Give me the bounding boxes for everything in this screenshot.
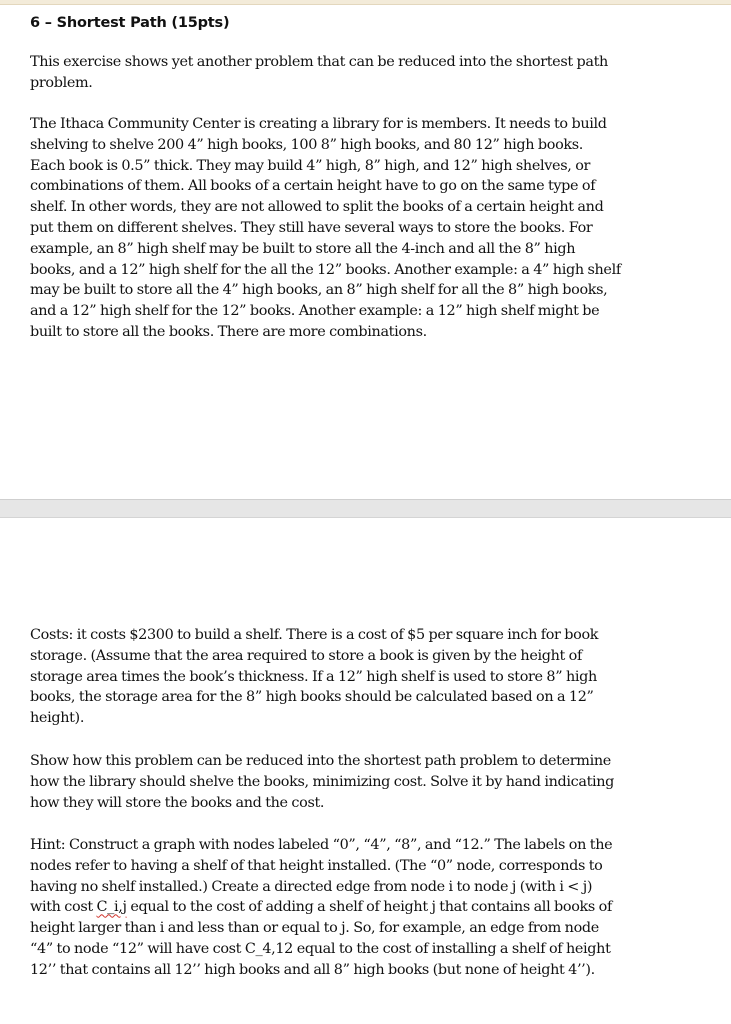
text-line: Each book is 0.5” thick. They may build 4” high, 8” high, and 12” high shelves, or [30, 157, 591, 174]
text-line: problem. [30, 74, 93, 91]
text-line: height larger than i and less than or equal to j. So, for example, an edge from node [30, 920, 599, 937]
text-line: height). [30, 710, 85, 727]
text-line: shelving to shelve 200 4” high books, 100 8” high books, and 80 12” high books. [30, 136, 584, 153]
document-page-1 [0, 5, 731, 499]
text-line [30, 897, 685, 918]
text-line: storage area times the book’s thickness. If a 12” high shelf is used to store 8” high [30, 668, 597, 685]
text-line: how they will store the books and the cost. [30, 794, 325, 811]
intro-paragraph [30, 52, 685, 94]
hint-paragraph [30, 835, 685, 981]
text-line: having no shelf installed.) Create a directed edge from node i to node j (with i < j) [30, 878, 593, 895]
page-break-gap [0, 499, 731, 518]
text-line: and a 12” high shelf for the 12” books. Another example: a 12” high shelf might be [30, 303, 600, 320]
text-line: This exercise shows yet another problem that can be reduced into the shortest path [30, 54, 608, 70]
text-line: Show how this problem can be reduced into the shortest path problem to determine [30, 753, 611, 769]
text-line: combinations of them. All books of a certain height have to go on the same type of [30, 178, 596, 195]
text-line: how the library should shelve the books, minimizing cost. Solve it by hand indicating [30, 773, 615, 790]
problem-paragraph [30, 114, 685, 343]
text-line: put them on different shelves. They still have several ways to store the books. For [30, 219, 593, 236]
text-line: nodes refer to having a shelf of that height installed. (The “0” node, corresponds to [30, 857, 603, 874]
text-line: Costs: it costs $2300 to build a shelf. There is a cost of $5 per square inch for book [30, 627, 599, 643]
text-line: built to store all the books. There are more combinations. [30, 323, 427, 340]
text-line: example, an 8” high shelf may be built to store all the 4-inch and all the 8” high [30, 240, 576, 257]
text-line: The Ithaca Community Center is creating a library for is members. It needs to build [30, 116, 607, 132]
text-line: storage. (Assume that the area required to store a book is given by the height of [30, 647, 582, 664]
text-fragment: with cost [30, 899, 97, 916]
task-paragraph [30, 751, 685, 813]
text-line: “4” to node “12” will have cost C_4,12 equal to the cost of installing a shelf of height [30, 940, 611, 957]
costs-paragraph [30, 625, 685, 729]
text-line: books, the storage area for the 8” high books should be calculated based on a 12” [30, 689, 594, 706]
text-line: 12’’ that contains all 12’’ high books and all 8” high books (but none of height 4’’). [30, 961, 595, 978]
spellcheck-flagged-word[interactable]: C_i,j [96, 899, 127, 916]
question-heading: 6 – Shortest Path (15pts) [30, 15, 230, 31]
text-fragment: equal to the cost of adding a shelf of height j that contains all books of [126, 899, 612, 916]
document-page-2 [0, 518, 731, 1024]
text-line: shelf. In other words, they are not allowed to split the books of a certain height and [30, 199, 604, 216]
text-line: may be built to store all the 4” high books, an 8” high shelf for all the 8” high books, [30, 282, 608, 299]
text-line: books, and a 12” high shelf for the all the 12” books. Another example: a 4” high shelf [30, 261, 621, 278]
text-line: Hint: Construct a graph with nodes labeled “0”, “4”, “8”, and “12.” The labels on the [30, 837, 613, 853]
